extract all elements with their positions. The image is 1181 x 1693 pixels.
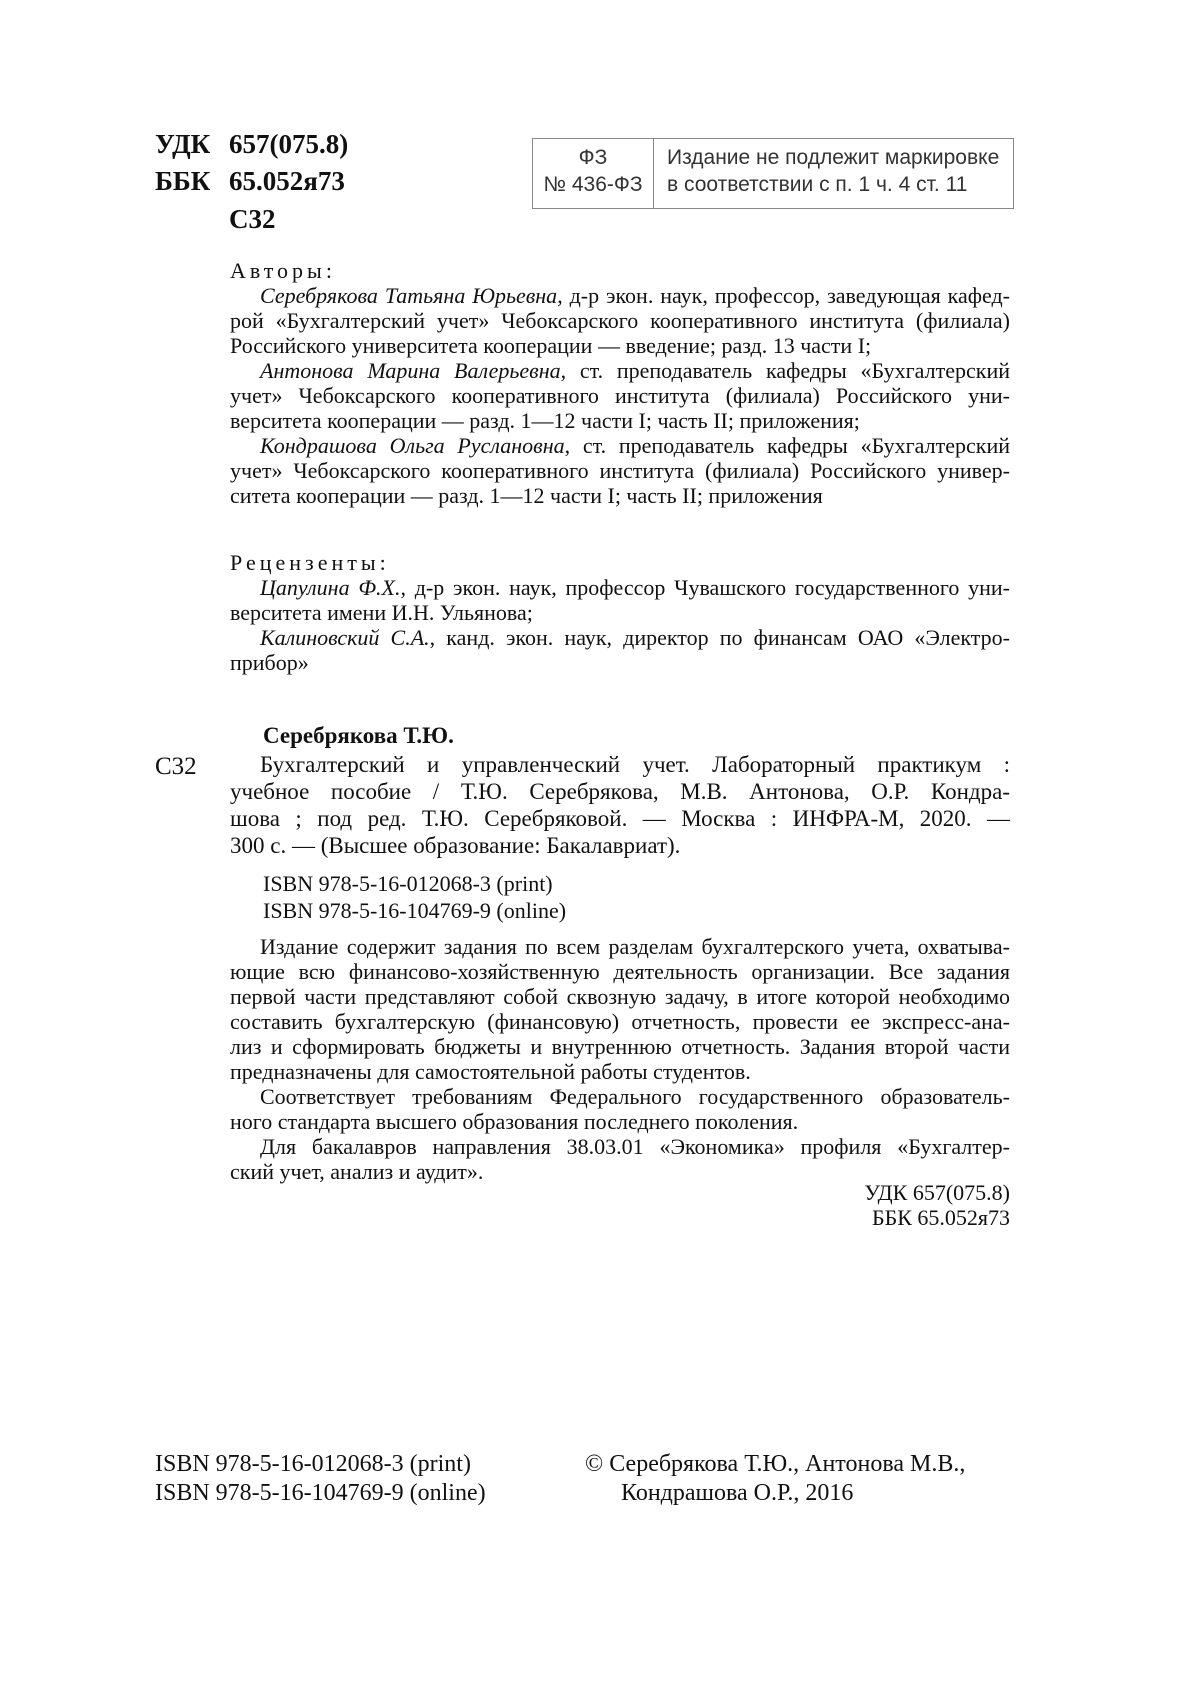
marking-note	[654, 139, 999, 208]
copyright-line1: © Серебрякова Т.Ю., Антонова М.В.,	[585, 1451, 966, 1477]
annotation-paragraph: Издание содержит задания по всем разделам бухгалтерского учета, охватыва- ющие всю финансово-хозяйственную деятельность организации. Все задания первой части представляют собой сквозную задачу, в итоге которой необходимо составить бухгалтерскую (финансовую) отчетность, провести ее экспресс-ана- лиз и сформировать бюджеты и внутреннюю отчетность. Задания второй части предназначены для самостоятельной работы студентов.	[230, 934, 1010, 1084]
author-name: Кондрашова Ольга Руслановна	[260, 433, 565, 458]
marking-note-line1: Издание не подлежит маркировке	[667, 146, 1000, 169]
reference-author: Серебрякова Т.Ю.	[263, 723, 454, 748]
bbk-label: ББК	[155, 166, 211, 196]
reviewer-name: Калиновский С.А.	[260, 625, 430, 650]
copyright	[585, 1450, 965, 1508]
bbk-code	[155, 165, 345, 197]
reviewer-name: Цапулина Ф.Х.	[260, 575, 401, 600]
marking-law-line1: ФЗ	[578, 146, 608, 169]
annotation-codes	[864, 1180, 1010, 1230]
annotation-bbk: ББК 65.052я73	[871, 1205, 1010, 1230]
marking-law	[533, 139, 654, 208]
udk-label: УДК	[155, 129, 211, 159]
annotation-paragraph: Для бакалавров направления 38.03.01 «Экономика» профиля «Бухгалтер- ский учет, анализ и аудит».	[230, 1134, 1010, 1184]
reviewer-entry: Цапулина Ф.Х., д-р экон. наук, профессор Чувашского государственного уни- верситета имени И.Н. Ульянова;	[230, 575, 1010, 625]
author-name: Антонова Марина Валерьевна	[260, 358, 561, 383]
annotation-udk: УДК 657(075.8)	[864, 1180, 1010, 1205]
annotation-paragraph: Соответствует требованиям Федерального государственного образователь- ного стандарта высшего образования последнего поколения.	[230, 1084, 1010, 1134]
reference-margin-code: С32	[155, 753, 197, 780]
reference-text: Бухгалтерский и управленческий учет. Лабораторный практикум : учебное пособие / Т.Ю. Серебрякова, М.В. Антонова, О.Р. Кондра- шова ; под ред. Т.Ю. Серебряковой. — Москва : ИНФРА-М, 2020. — 300 с. — (Высшее образование: Бакалавриат).	[230, 752, 1010, 858]
udk-value: 657(075.8)	[229, 129, 349, 159]
author-entry: Антонова Марина Валерьевна, ст. преподаватель кафедры «Бухгалтерский учет» Чебоксарского кооперативного института (филиала) Российского уни- верситета кооперации — разд. 1—12 части I; часть II; приложения;	[230, 358, 1010, 433]
authors-heading: Авторы:	[230, 258, 336, 283]
footer-isbn-online: ISBN 978-5-16-104769-9 (online)	[155, 1480, 486, 1506]
author-entry: Серебрякова Татьяна Юрьевна, д-р экон. наук, профессор, заведующая кафед- рой «Бухгалтерский учет» Чебоксарского кооперативного института (филиала) Российского университета кооперации — введение; разд. 13 части I;	[230, 283, 1010, 358]
author-entry: Кондрашова Ольга Руслановна, ст. преподаватель кафедры «Бухгалтерский учет» Чебоксарского кооперативного института (филиала) Российского универ- ситета кооперации — разд. 1—12 части I; часть II; приложения	[230, 433, 1010, 508]
bbk-value: 65.052я73	[229, 166, 345, 196]
reviewers-heading: Рецензенты:	[230, 550, 390, 575]
isbn-print: ISBN 978-5-16-012068-3 (print)	[263, 871, 553, 896]
udk-code	[155, 128, 348, 160]
marking-note-line2: в соответствии с п. 1 ч. 4 ст. 11	[667, 173, 968, 196]
isbn-online: ISBN 978-5-16-104769-9 (online)	[263, 898, 567, 923]
author-mark: С32	[229, 204, 276, 234]
footer-isbn-print: ISBN 978-5-16-012068-3 (print)	[155, 1451, 471, 1477]
author-name: Серебрякова Татьяна Юрьевна	[260, 283, 558, 308]
copyright-line2: Кондрашова О.Р., 2016	[621, 1480, 854, 1506]
reviewer-entry: Калиновский С.А., канд. экон. наук, директор по финансам ОАО «Электро- прибор»	[230, 625, 1010, 675]
marking-box	[532, 138, 1014, 209]
footer-isbn	[155, 1450, 486, 1508]
marking-law-line2: № 436-ФЗ	[543, 173, 643, 196]
